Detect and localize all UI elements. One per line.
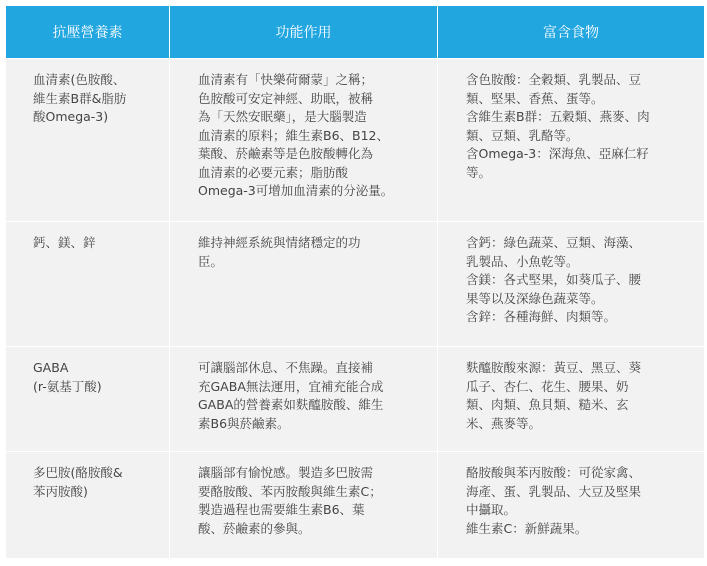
cell-line: GABA的營養素如麩醯胺酸、維生 — [198, 397, 384, 412]
cell-line: 血清素的必要元素；脂肪酸 — [198, 164, 349, 180]
cell-line: 可讓腦部休息、不焦躁。直接補 — [198, 360, 374, 375]
cell-line: 等。 — [466, 164, 492, 180]
cell-line: 維持神經系統與情緒穩定的功 — [198, 235, 361, 250]
cell-line: 血清素的原料；維生素B6、B12、 — [198, 127, 390, 143]
table-row — [6, 221, 704, 346]
header-row — [6, 6, 704, 58]
cell-line: 充GABA無法運用，宜補充能合成 — [198, 378, 384, 394]
cell-line: 乳製品、小魚乾等。 — [466, 253, 579, 269]
foods-cell — [438, 58, 704, 221]
cell-line: 含維生素B群：五穀類、燕麥、肉 — [466, 109, 650, 124]
cell-line: 酪胺酸與苯丙胺酸：可從家禽、 — [466, 465, 642, 480]
cell-line: 苯丙胺酸) — [33, 483, 88, 499]
cell-line: 維生素B群&脂肪 — [33, 90, 127, 106]
cell-line: 色胺酸可安定神經、助眠，被稱 — [198, 90, 374, 106]
cell-line: 瓜子、杏仁、花生、腰果、奶 — [466, 378, 629, 394]
cell-line: 要酪胺酸、苯丙胺酸與維生素C； — [198, 483, 382, 499]
nutrition-table — [6, 6, 704, 558]
function-cell — [170, 346, 438, 451]
function-cell — [170, 221, 438, 346]
cell-line: 米、燕麥等。 — [466, 415, 542, 431]
table-row — [6, 346, 704, 451]
cell-line: 維生素C：新鮮蔬果。 — [466, 520, 588, 536]
cell-line: 血清素有「快樂荷爾蒙」之稱； — [198, 72, 374, 87]
cell-line: 中攝取。 — [466, 502, 517, 517]
cell-line: 含鋅：各種海鮮、肉類等。 — [466, 309, 617, 324]
cell-line: 麩醯胺酸來源：黃豆、黑豆、葵 — [466, 360, 642, 375]
nutrient-cell — [6, 451, 170, 558]
cell-line: 含鎂：各式堅果，如葵瓜子、腰 — [466, 272, 642, 287]
cell-line: 鈣、鎂、鋅 — [33, 235, 96, 250]
cell-line: 為「天然安眠藥」，是大腦製造 — [198, 109, 367, 124]
cell-line: 讓腦部有愉悅感。製造多巴胺需 — [198, 465, 374, 480]
nutrient-cell — [6, 346, 170, 451]
cell-line: 酸、菸鹼素的參與。 — [198, 520, 311, 536]
header-foods: 富含食物 — [438, 6, 704, 58]
nutrient-cell — [6, 221, 170, 346]
function-cell — [170, 451, 438, 558]
cell-line: 果等以及深綠色蔬菜等。 — [466, 290, 604, 306]
cell-line: 類、堅果、香蕉、蛋等。 — [466, 90, 604, 106]
cell-line: 素B6與菸鹼素。 — [198, 415, 290, 431]
function-cell — [170, 58, 438, 221]
cell-line: 血清素(色胺酸、 — [33, 72, 126, 87]
cell-line: 多巴胺(酪胺酸& — [33, 465, 123, 480]
cell-line: 臣。 — [198, 253, 224, 269]
cell-line: GABA — [33, 360, 69, 375]
nutrient-cell — [6, 58, 170, 221]
cell-line: 含Omega-3：深海魚、亞麻仁籽 — [466, 146, 649, 161]
header-nutrient: 抗壓營養素 — [6, 6, 170, 58]
cell-line: 類、肉類、魚貝類、糙米、玄 — [466, 397, 629, 412]
cell-line: (r-氨基丁酸) — [33, 378, 102, 394]
foods-cell — [438, 346, 704, 451]
table-row — [6, 451, 704, 558]
foods-cell — [438, 451, 704, 558]
nutrition-table-container — [6, 6, 704, 558]
cell-line: 含色胺酸：全穀類、乳製品、豆 — [466, 72, 642, 87]
cell-line: 製造過程也需要維生素B6、葉 — [198, 502, 365, 517]
cell-line: 含鈣：綠色蔬菜、豆類、海藻、 — [466, 235, 642, 250]
foods-cell — [438, 221, 704, 346]
cell-line: 類、豆類、乳酪等。 — [466, 127, 579, 143]
header-function: 功能作用 — [170, 6, 438, 58]
cell-line: 海產、蛋、乳製品、大豆及堅果 — [466, 483, 642, 499]
cell-line: 酸Omega-3) — [33, 109, 109, 124]
cell-line: Omega-3可增加血清素的分泌量。 — [198, 183, 394, 198]
cell-line: 葉酸、菸鹼素等是色胺酸轉化為 — [198, 146, 374, 161]
table-row — [6, 58, 704, 221]
